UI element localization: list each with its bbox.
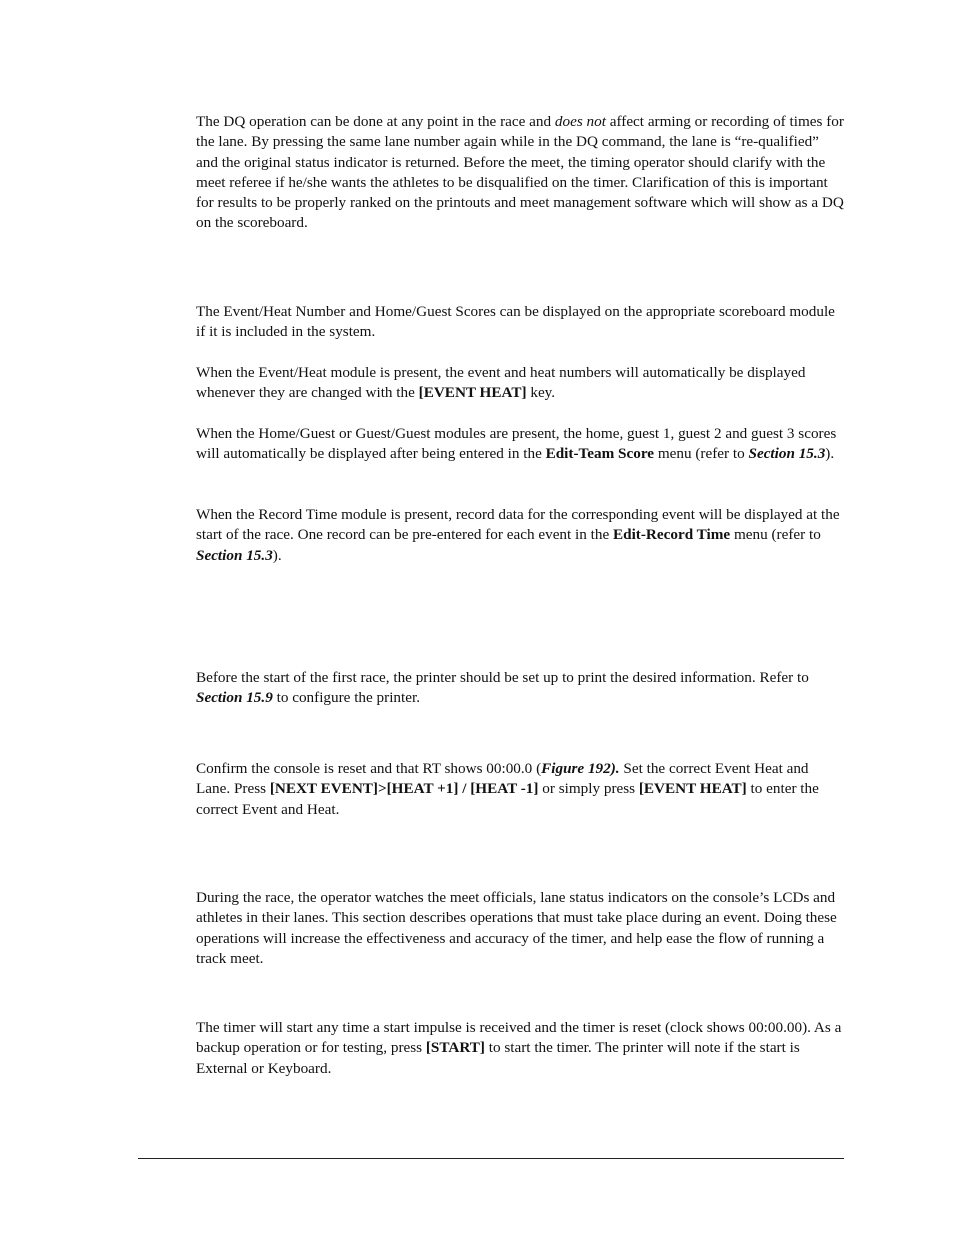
paragraph-dq-operation <box>196 112 844 234</box>
section-reference: Section 15.9 <box>196 689 273 707</box>
menu-label: Edit-Record Time <box>613 526 731 544</box>
text: ). <box>825 445 835 463</box>
paragraph-during-race <box>196 888 844 969</box>
section-reference: Section 15.3 <box>748 445 826 463</box>
key-label: [START] <box>425 1039 485 1057</box>
text: to start the timer. The printer will note if the start is External or Keyboard. <box>196 1039 800 1077</box>
key-label: [EVENT HEAT] <box>418 384 527 402</box>
footer-divider <box>138 1158 844 1159</box>
key-label: [NEXT EVENT]>[HEAT +1] / [HEAT -1] <box>269 780 539 798</box>
text: ). <box>272 546 282 564</box>
text: to configure the printer. <box>272 689 420 707</box>
paragraph-printer-setup <box>196 668 844 709</box>
text: When the Home/Guest or Guest/Guest modules are present, the home, guest 1, guest 2 and guest 3 scores will automatically be displayed after being entered in the <box>196 425 837 463</box>
figure-reference: Figure 192). <box>541 760 620 777</box>
paragraph-console-reset <box>196 759 844 820</box>
paragraph-home-guest-module <box>196 424 844 465</box>
text: The Event/Heat Number and Home/Guest Scores can be displayed on the appropriate scoreboard module if it is included in the system. <box>196 303 835 341</box>
text: menu (refer to <box>730 526 821 544</box>
text: menu (refer to <box>654 445 749 463</box>
text: Confirm the console is reset and that RT shows 00:00.0 ( <box>196 760 542 777</box>
text: During the race, the operator watches the meet officials, lane status indicators on the console’s LCDs and athletes in their lanes. This section describes operations that must take place during an event. Doing these operations will increase the effectiveness and accuracy of the timer, and help ease the flow of running a track meet. <box>196 889 837 967</box>
text: The DQ operation can be done at any point in the race and <box>196 113 555 130</box>
section-reference: Section 15.3 <box>196 546 273 564</box>
text: or simply press <box>538 780 639 798</box>
text: When the Event/Heat module is present, the event and heat numbers will automatically be displayed whenever they are changed with the <box>196 364 806 402</box>
paragraph-timer-start <box>196 1018 844 1079</box>
text: When the Record Time module is present, record data for the corresponding event will be displayed at the start of the race. One record can be pre-entered for each event in the <box>196 506 840 544</box>
paragraph-record-time-module <box>196 505 844 566</box>
text: affect arming or recording of times for the lane. By pressing the same lane number again while in the DQ command, the lane is “re-qualified” and the original status indicator is returned. Before the meet, the timing operator should clarify with the meet referee if he/she wants the athletes to be disqualified on the timer. Clarification of this is important for results to be properly ranked on the printouts and meet management software which will show as a DQ on the scoreboard. <box>196 113 844 232</box>
text: to enter the correct Event and Heat. <box>196 780 819 818</box>
key-label: [EVENT HEAT] <box>638 780 747 798</box>
paragraph-event-heat-intro <box>196 302 844 343</box>
emphasis-text: does not <box>554 113 606 130</box>
text: key. <box>526 384 556 402</box>
text: The timer will start any time a start impulse is received and the timer is reset (clock shows 00:00.00). As a backup operation or for testing, press <box>196 1019 842 1057</box>
paragraph-event-heat-module <box>196 363 844 404</box>
text: Set the correct Event Heat and Lane. Press <box>196 760 809 798</box>
text: Before the start of the first race, the printer should be set up to print the desired information. Refer to <box>196 669 809 686</box>
menu-label: Edit-Team Score <box>545 445 655 463</box>
